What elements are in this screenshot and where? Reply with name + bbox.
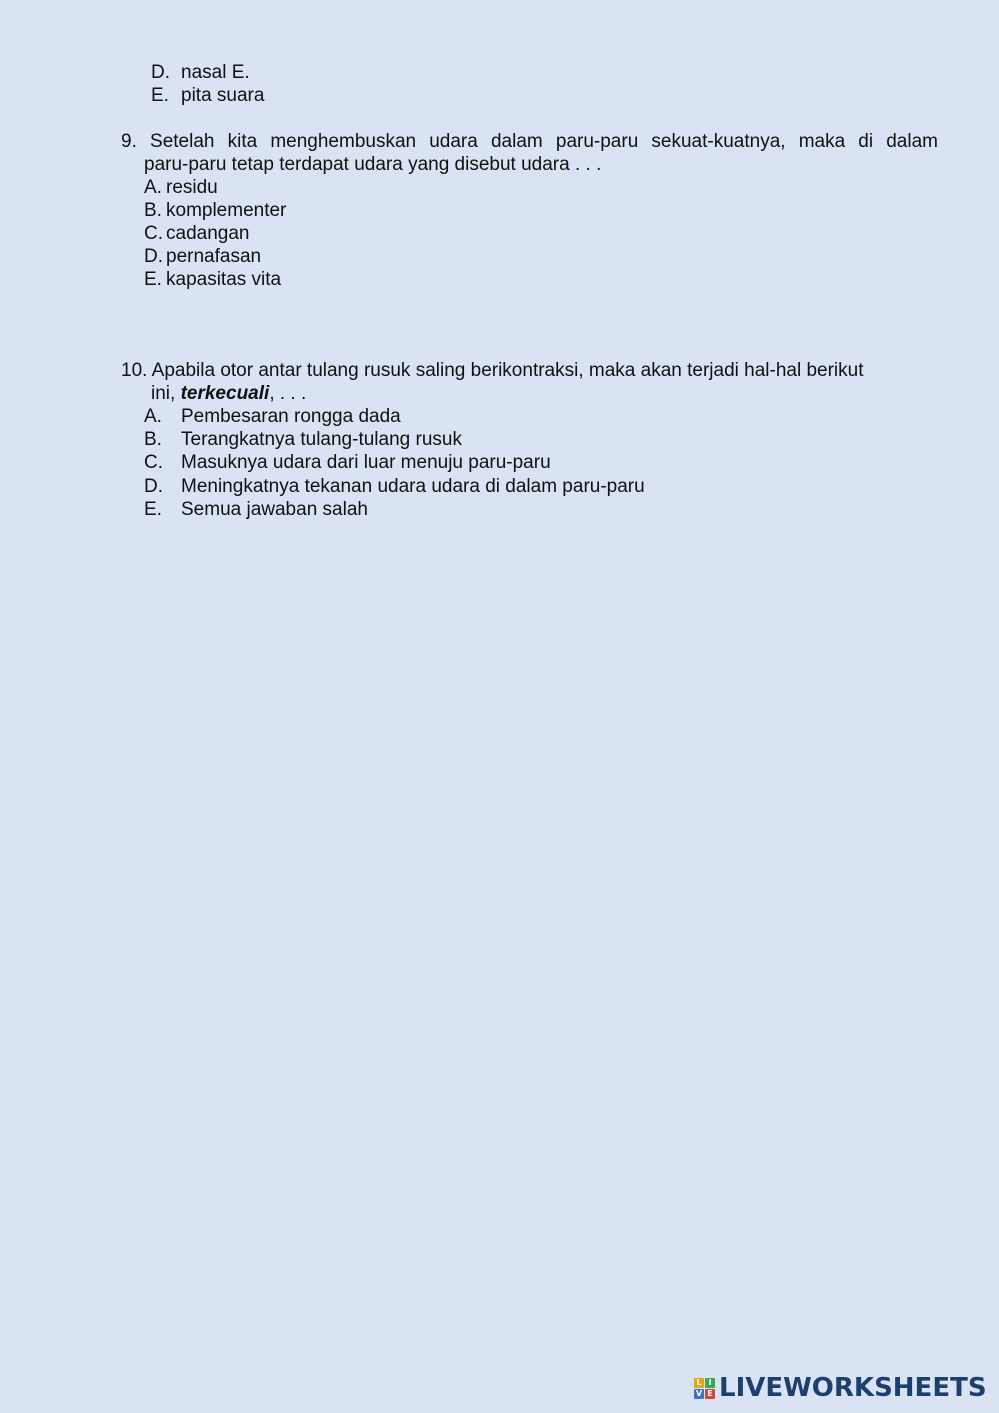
option-letter: C. [144, 452, 163, 473]
logo-tile: I [705, 1378, 715, 1388]
option-letter: E. [144, 269, 162, 290]
option-row[interactable] [144, 200, 286, 222]
logo-grid-icon [694, 1378, 715, 1399]
option-letter: A. [144, 177, 162, 198]
question-number: 9. [121, 131, 137, 152]
option-text: kapasitas vita [166, 269, 282, 290]
option-text: nasal E. [181, 62, 250, 83]
option-row[interactable] [144, 476, 645, 498]
option-row[interactable] [151, 62, 250, 84]
question-9-line-1 [121, 131, 938, 153]
question-9-line-2: paru-paru tetap terdapat udara yang disebut udara . . . [144, 154, 602, 175]
option-letter: C. [144, 223, 163, 244]
option-row[interactable] [144, 269, 281, 291]
logo-text: LIVEWORKSHEETS [719, 1373, 987, 1403]
option-text: cadangan [166, 223, 250, 244]
option-text: Meningkatnya tekanan udara udara di dalam paru-paru [181, 476, 645, 497]
question-text: Setelah kita menghembuskan udara dalam paru-paru sekuat-kuatnya, maka di dalam [150, 131, 938, 152]
option-letter: E. [144, 499, 162, 520]
question-10-line-1 [121, 360, 864, 382]
question-text: Apabila otor antar tulang rusuk saling berikontraksi, maka akan terjadi hal-hal berikut [151, 360, 864, 381]
option-letter: B. [144, 429, 162, 450]
question-number: 10. [121, 360, 148, 381]
option-row[interactable] [144, 406, 401, 428]
question-text-prefix: ini, [151, 383, 181, 404]
option-letter: E. [151, 85, 169, 106]
option-row[interactable] [144, 246, 261, 268]
option-letter: D. [144, 246, 163, 267]
logo-tile: L [694, 1378, 704, 1388]
option-row[interactable] [144, 499, 368, 521]
option-letter: B. [144, 200, 162, 221]
option-row[interactable] [144, 223, 249, 245]
logo-tile: E [705, 1389, 715, 1399]
question-text-suffix: , . . . [269, 383, 307, 404]
question-emphasis: terkecuali [180, 383, 270, 404]
option-text: Pembesaran rongga dada [181, 406, 401, 427]
option-text: pita suara [181, 85, 265, 106]
option-text: komplementer [166, 200, 287, 221]
option-row[interactable] [144, 177, 218, 199]
option-row[interactable] [144, 429, 462, 451]
option-text: Masuknya udara dari luar menuju paru-paru [181, 452, 551, 473]
option-text: residu [166, 177, 218, 198]
logo-tile: V [695, 1389, 703, 1398]
liveworksheets-logo[interactable] [694, 1372, 987, 1404]
option-letter: A. [144, 406, 162, 427]
option-text: Semua jawaban salah [181, 499, 368, 520]
option-letter: D. [151, 62, 170, 83]
option-text: Terangkatnya tulang-tulang rusuk [181, 429, 462, 450]
question-10-line-2 [151, 383, 306, 405]
option-letter: D. [144, 476, 163, 497]
option-row[interactable] [151, 85, 264, 107]
option-row[interactable] [144, 452, 551, 474]
option-text: pernafasan [166, 246, 262, 267]
